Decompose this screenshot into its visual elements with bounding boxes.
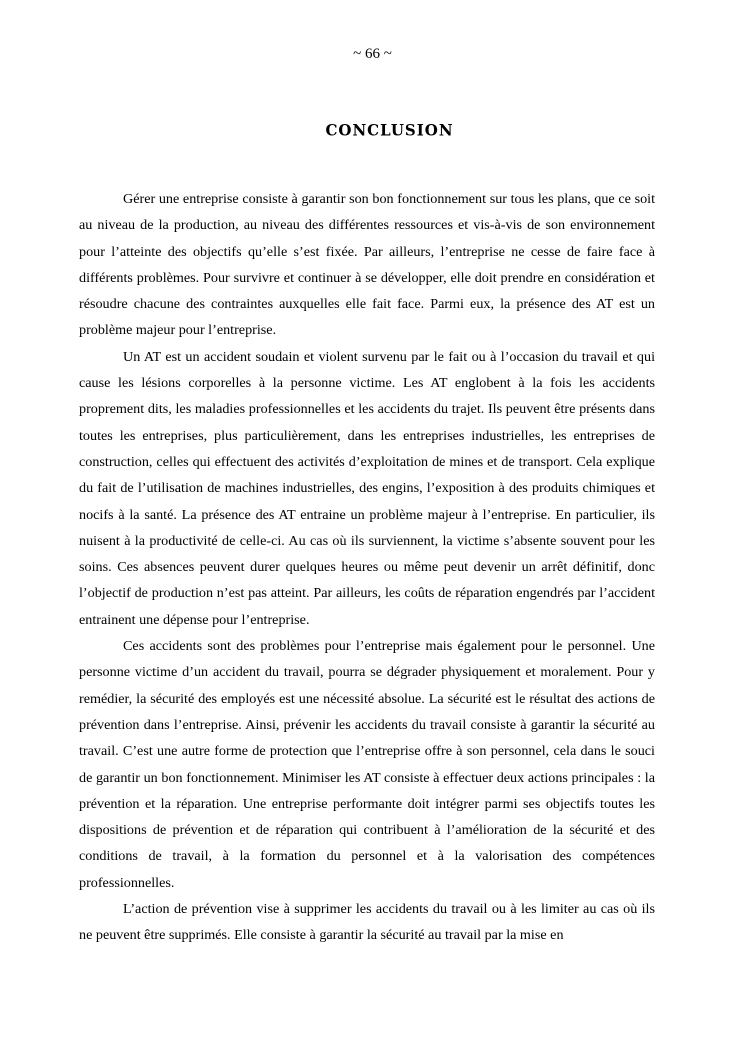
page-title: CONCLUSION [325,120,454,140]
body-text [79,186,655,949]
paragraph-2: Un AT est un accident soudain et violent survenu par le fait ou à l’occasion du travail et qui cause les lésions corporelles à la personne victime. Les AT englobent à la fois les accidents proprement dits, les maladies professionnelles et les accidents du trajet. Ils peuvent être présents dans toutes les entreprises, plus particulièrement, dans les entreprises industrielles, les entreprises de construction, celles qui effectuent des activités d’exploitation de mines et de transport. Cela explique du fait de l’utilisation de machines industrielles, des engins, l’exposition à des produits chimiques et nocifs à la santé. La présence des AT entraine un problème majeur à l’entreprise. En particulier, ils nuisent à la productivité de celle-ci. Au cas où ils surviennent, la victime s’absente souvent pour les soins. Ces absences peuvent durer quelques heures ou même peut devenir un arrêt définitif, donc l’objectif de production n’est pas atteint. Par ailleurs, les coûts de réparation engendrés par l’accident entrainent une dépense pour l’entreprise. [79,348,655,628]
page-number: ~ 66 ~ [353,46,392,62]
paragraph-3: Ces accidents sont des problèmes pour l’entreprise mais également pour le personnel. Une personne victime d’un accident du travail, pourra se dégrader physiquement et moralement. Pour y remédier, la sécurité des employés est une nécessité absolue. La sécurité est le résultat des actions de prévention dans l’entreprise. Ainsi, prévenir les accidents du travail consiste à garantir la sécurité au travail. C’est une autre forme de protection que l’entreprise offre à son personnel, cela dans le souci de garantir un bon fonctionnement. Minimiser les AT consiste à effectuer deux actions principales : la prévention et la réparation. Une entreprise performante doit intégrer parmi ses objectifs toutes les dispositions de prévention et de réparation qui contribuent à l’amélioration de la sécurité et des conditions de travail, à la formation du personnel et à la valorisation des compétences professionnelles. [79,638,655,891]
paragraph-4: L’action de prévention vise à supprimer les accidents du travail ou à les limiter au cas où ils ne peuvent être supprimés. Elle consiste à garantir la sécurité au travail par la mise en [79,901,655,944]
paragraph-1: Gérer une entreprise consiste à garantir son bon fonctionnement sur tous les plans, que ce soit au niveau de la production, au niveau des différentes ressources et vis-à-vis de son environnement pour l’atteinte des objectifs qu’elle s’est fixée. Par ailleurs, l’entreprise ne cesse de faire face à différents problèmes. Pour survivre et continuer à se développer, elle doit prendre en considération et résoudre chacune des contraintes auxquelles elle fait face. Parmi eux, la présence des AT est un problème majeur pour l’entreprise. [79,191,655,339]
